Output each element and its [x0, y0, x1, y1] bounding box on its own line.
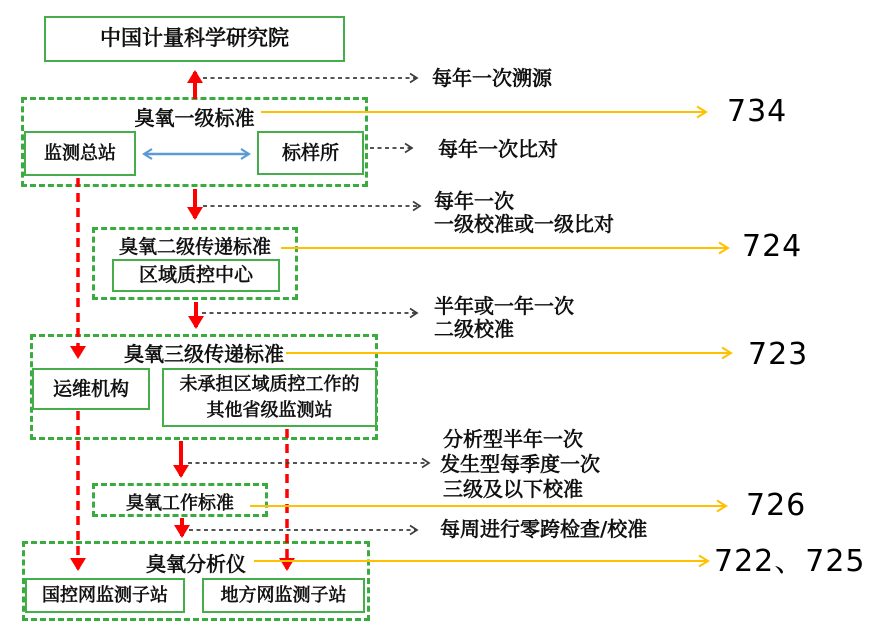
annotation-level2-calibration-line2: 二级校准 [434, 317, 514, 341]
annotation-weekly-zero-span-check: 每周进行零跨检查/校准 [440, 517, 648, 541]
ref-number-726: 726 [746, 488, 807, 523]
working-standard-title: 臭氧工作标准 [126, 493, 234, 514]
node-other-provincial-stations [162, 368, 377, 427]
annotation-annual-trace: 每年一次溯源 [432, 66, 552, 90]
node-other-provincial-stations-line1: 未承担区域质控工作的 [179, 373, 360, 395]
node-operation-maintenance-agency: 运维机构 [32, 368, 150, 410]
node-local-network-substation: 地方网监测子站 [202, 578, 365, 613]
level3-title: 臭氧三级传递标准 [124, 342, 284, 366]
annotation-level3-calibration [440, 427, 600, 502]
ref-number-734: 734 [727, 94, 788, 129]
level2-title: 臭氧二级传递标准 [118, 236, 271, 258]
ref-number-724: 724 [742, 229, 803, 264]
analyzer-title: 臭氧分析仪 [146, 552, 246, 576]
annotation-level2-calibration [434, 295, 574, 341]
node-other-provincial-stations-line2: 其他省级监测站 [206, 399, 333, 421]
annotation-annual-compare: 每年一次比对 [438, 137, 558, 161]
node-cnim: 中国计量科学研究院 [44, 16, 345, 62]
node-regional-qc-center: 区域质控中心 [112, 259, 280, 292]
annotation-level1-calibration-line2: 一级校准或一级比对 [434, 212, 614, 236]
annotation-level3-calibration-line3: 三级及以下校准 [443, 477, 583, 501]
level1-title: 臭氧一级标准 [134, 106, 255, 130]
annotation-level1-calibration-line1: 每年一次 [434, 189, 514, 213]
annotation-level1-calibration [434, 190, 614, 236]
ref-number-722-725: 722、725 [714, 544, 866, 579]
node-national-network-substation: 国控网监测子站 [25, 578, 185, 613]
node-standard-sample-institute: 标样所 [257, 131, 364, 175]
annotation-level3-calibration-line2: 发生型每季度一次 [440, 452, 600, 476]
annotation-level2-calibration-line1: 半年或一年一次 [434, 294, 574, 318]
ref-number-723: 723 [748, 337, 809, 372]
annotation-level3-calibration-line1: 分析型半年一次 [443, 427, 583, 451]
node-monitoring-headquarters: 监测总站 [24, 131, 136, 176]
